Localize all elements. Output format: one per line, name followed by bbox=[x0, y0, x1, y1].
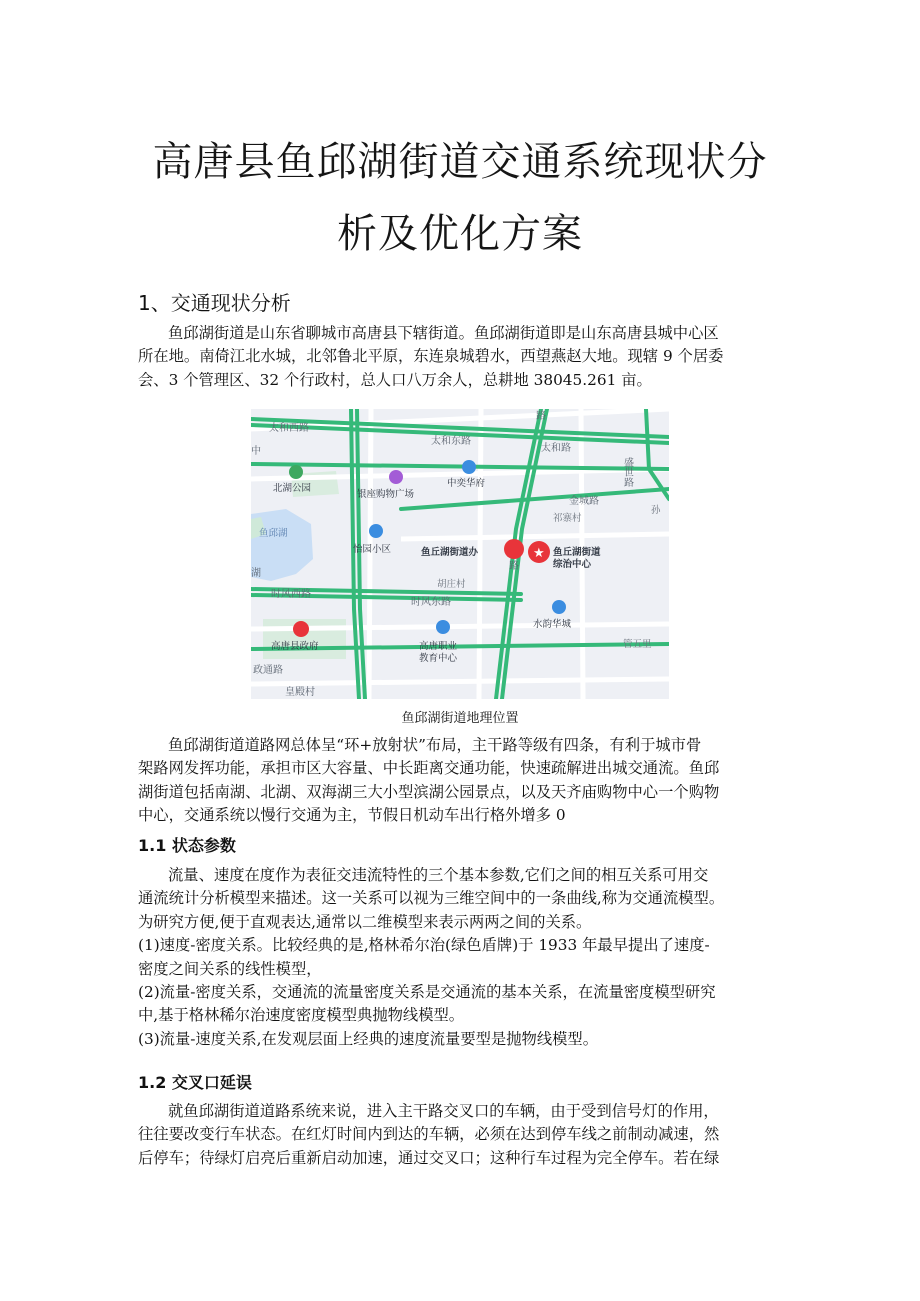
residence-icon bbox=[462, 460, 476, 474]
road-line bbox=[479, 409, 481, 699]
section-1-paragraph-2 bbox=[138, 734, 786, 828]
place-label-zhaicun: 祁寨村 bbox=[553, 513, 582, 524]
place-label-shuiyun: 水韵华城 bbox=[533, 619, 572, 630]
place-label-zhongyi: 中奕华府 bbox=[447, 478, 486, 489]
place-label-yinzuo: 银座购物广场 bbox=[357, 489, 415, 500]
paragraph-line: (2)流量-密度关系，交通流的流量密度关系是交通流的基本关系，在流量密度模型研究 bbox=[138, 983, 716, 1002]
road-label-top: 路 bbox=[536, 411, 546, 422]
road-label-shifeng-west: 时风西路 bbox=[271, 589, 311, 600]
place-label-yiyuan: 怡园小区 bbox=[353, 544, 392, 555]
paragraph-line: (1)速度-密度关系。比较经典的是,格林希尔治(绿色盾牌)于 1933 年最早提出了速度- bbox=[138, 936, 710, 955]
road-label-west-edge: 湖 bbox=[251, 568, 261, 579]
section-1-2-heading: 1.2 交叉口延误 bbox=[138, 1073, 252, 1092]
section-1-2-paragraph bbox=[138, 1100, 786, 1170]
residence-icon bbox=[552, 600, 566, 614]
place-label-sun: 孙 bbox=[651, 505, 661, 516]
place-label-zongzhi-1: 鱼丘湖街道 bbox=[553, 547, 601, 558]
paragraph-line: 鱼邱湖街道是山东省聊城市高唐县下辖街道。鱼邱湖街道即是山东高唐县城中心区 bbox=[168, 324, 719, 342]
paragraph-line: (3)流量-速度关系,在发观层面上经典的速度流量要型是抛物线模型。 bbox=[138, 1029, 599, 1048]
place-label-street-office: 鱼丘湖街道办 bbox=[421, 547, 479, 558]
paragraph-line: 就鱼邱湖街道道路系统来说，进入主干路交叉口的车辆，由于受到信号灯的作用， bbox=[168, 1102, 719, 1120]
road-label-taihe-east: 太和东路 bbox=[431, 436, 471, 447]
road-label-zhong: 中 bbox=[251, 446, 261, 457]
map-canvas bbox=[251, 409, 669, 699]
place-label-gov: 高唐县政府 bbox=[271, 641, 319, 652]
place-label-edu-1: 高唐职业 bbox=[419, 641, 458, 652]
residence-icon bbox=[369, 524, 383, 538]
road-label-zhengtong: 政通路 bbox=[253, 665, 283, 676]
paragraph-line: 架路网发挥功能，承担市区大容量、中长距离交通功能，快速疏解进出城交通流。鱼邱 bbox=[138, 759, 720, 778]
road-label-jincheng: 金城路 bbox=[569, 496, 599, 507]
section-1-1-paragraph bbox=[138, 864, 786, 1051]
place-label-guanwu: 管五里 bbox=[623, 639, 652, 650]
school-icon bbox=[436, 620, 450, 634]
section-1-1-heading: 1.1 状态参数 bbox=[138, 836, 236, 855]
government-icon bbox=[293, 621, 309, 637]
paragraph-line: 后停车；待绿灯启亮后重新启动加速，通过交叉口；这种行车过程为完全停车。若在绿 bbox=[138, 1148, 720, 1167]
paragraph-line: 往往要改变行车状态。在红灯时间内到达的车辆，必须在达到停车线之前制动减速，然 bbox=[138, 1125, 720, 1144]
document-title-line1: 高唐县鱼邱湖街道交通系统现状分 bbox=[152, 139, 768, 185]
shengshi-label bbox=[622, 456, 634, 488]
paragraph-line: 所在地。南倚江北水城，北邻鲁北平原，东连泉城碧水，西望燕赵大地。现辖 9 个居委 bbox=[138, 347, 724, 366]
place-label-huzhuang: 胡庄村 bbox=[437, 579, 466, 590]
place-label-zongzhi-2: 综治中心 bbox=[553, 559, 592, 570]
figure-caption: 鱼邱湖街道地理位置 bbox=[401, 711, 519, 726]
paragraph-line: 中,基于格林稀尔治速度密度模型典抛物线模型。 bbox=[138, 1006, 465, 1025]
document-title-line2: 析及优化方案 bbox=[337, 211, 583, 257]
paragraph-line: 流量、速度在度作为表征交违流特性的三个基本参数,它们之间的相互关系可用交 bbox=[168, 866, 709, 884]
road-label-shifeng-east: 时风东路 bbox=[411, 597, 451, 608]
shopping-icon bbox=[389, 470, 403, 484]
street-office-marker-icon bbox=[504, 539, 524, 559]
paragraph-line: 通流统计分析模型来描述。这一关系可以视为三维空间中的一条曲线,称为交通流模型。 bbox=[138, 889, 725, 908]
place-label-beihu: 北湖公园 bbox=[273, 483, 312, 494]
star-icon: ★ bbox=[533, 546, 545, 561]
location-map bbox=[251, 409, 669, 699]
road-label-taihe-west: 太和西路 bbox=[269, 423, 309, 434]
place-label-lake: 鱼邱湖 bbox=[259, 528, 288, 539]
paragraph-line: 密度之间关系的线性模型， bbox=[138, 959, 322, 978]
paragraph-line: 为研究方便,便于直观表达,通常以二维模型来表示两两之间的关系。 bbox=[138, 912, 592, 931]
place-label-edu-2: 教育中心 bbox=[419, 653, 458, 664]
road-label-shengshi: 盛世路 bbox=[621, 457, 633, 487]
road-label-huangdian: 皇殿村 bbox=[285, 687, 315, 698]
section-1-paragraph-1 bbox=[138, 322, 786, 392]
park-icon bbox=[289, 465, 303, 479]
road-label-lu: 路 bbox=[509, 561, 519, 572]
road-label-taihe: 太和路 bbox=[541, 443, 571, 454]
paragraph-line: 湖街道包括南湖、北湖、双海湖三大小型滨湖公园景点，以及天齐庙购物中心一个购物 bbox=[138, 782, 720, 801]
paragraph-line: 会、3 个管理区、32 个行政村，总人口八万余人，总耕地 38045.261 亩。 bbox=[138, 370, 652, 389]
paragraph-line: 中心，交通系统以慢行交通为主，节假日机动车出行格外增多 0 bbox=[138, 806, 566, 825]
paragraph-line: 鱼邱湖街道道路网总体呈“环+放射状”布局，主干路等级有四条，有利于城市骨 bbox=[168, 736, 702, 754]
section-1-heading: 1、交通现状分析 bbox=[138, 291, 291, 315]
